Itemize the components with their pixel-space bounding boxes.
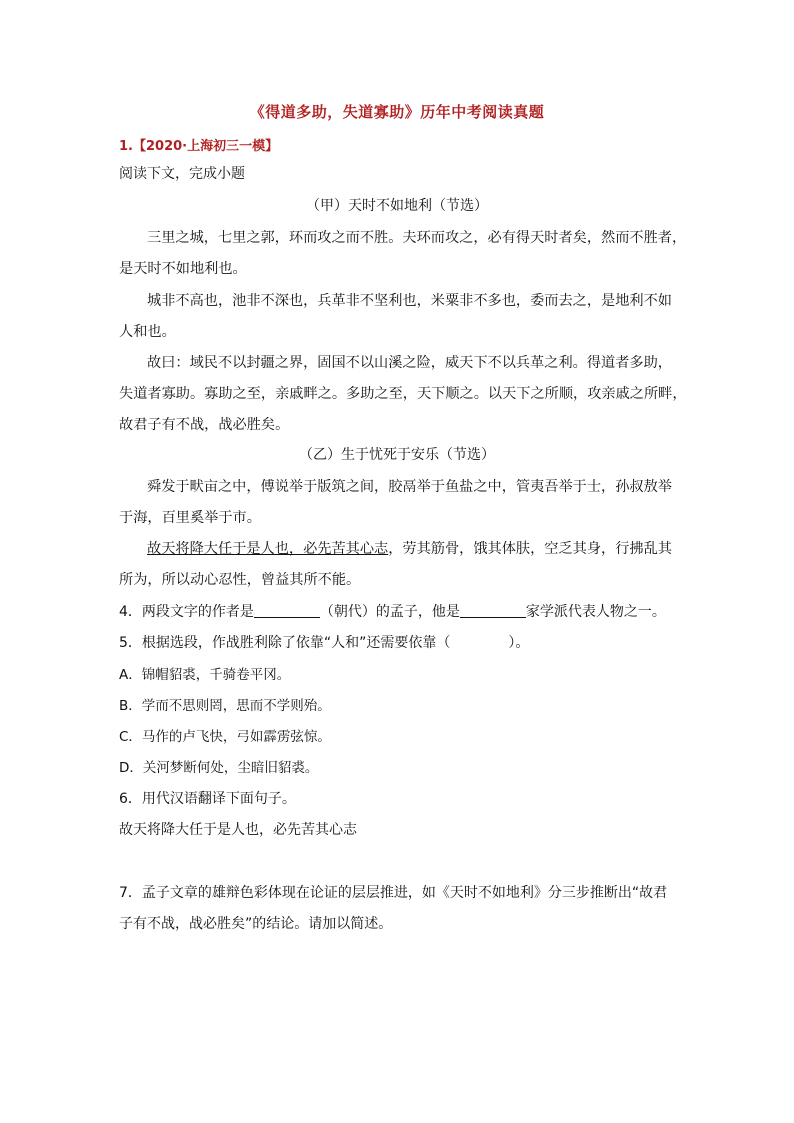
passage-a-p3-line1: 故曰：域民不以封疆之界，固国不以山溪之险，威天下不以兵革之利。得道者多助， [147, 355, 672, 371]
option-b: B．学而不思则罔，思而不学则殆。 [119, 698, 331, 714]
question-7-line2: 子有不战，战必胜矣”的结论。请加以简述。 [119, 916, 393, 932]
question-4 [119, 603, 666, 621]
question-6: 6．用代汉语翻译下面句子。 [119, 791, 296, 807]
question-5-part-b: ）。 [508, 635, 530, 651]
option-a: A．锦帽貂裘，千骑卷平冈。 [119, 667, 291, 683]
question-7-line1: 7．孟子文章的雄辩色彩体现在论证的层层推进，如《天时不如地利》分三步推断出“故君 [119, 885, 668, 901]
question-4-part-a: 4．两段文字的作者是 [119, 604, 254, 620]
passage-b-p2-line1 [147, 540, 672, 558]
school-blank[interactable] [460, 603, 526, 618]
passage-a-p3-line3: 故君子有不战，战必胜矣。 [119, 417, 290, 433]
question-heading: 1.【2020·上海初三一模】 [119, 139, 279, 154]
passage-a-heading: （甲）天时不如地利（节选） [306, 198, 488, 214]
question-4-part-c: 家学派代表人物之一。 [525, 604, 666, 620]
option-c: C．马作的卢飞快，弓如霹雳弦惊。 [119, 729, 331, 745]
question-5 [119, 634, 529, 652]
passage-b-p1-line2: 于海，百里奚举于市。 [119, 510, 261, 526]
passage-b-heading: （乙）生于忧死于安乐（节选） [299, 447, 495, 463]
dynasty-blank[interactable] [254, 603, 320, 618]
instruction-text: 阅读下文，完成小题 [119, 166, 245, 182]
passage-b-p2-rest: ，劳其筋骨，饿其体肤，空乏其身，行拂乱其 [388, 541, 672, 557]
underlined-sentence: 故天将降大任于是人也，必先苦其心志 [147, 541, 389, 557]
question-5-part-a: 5．根据选段，作战胜利除了依靠“人和”还需要依靠（ [119, 635, 451, 651]
passage-a-p1-line2: 是天时不如地利也。 [119, 261, 247, 277]
document-title: 《得道多助，失道寡助》历年中考阅读真题 [249, 103, 545, 121]
passage-a-p3-line2: 失道者寡助。寡助之至，亲戚畔之。多助之至，天下顺之。以天下之所顺，攻亲戚之所畔， [119, 386, 687, 402]
question-6-sentence: 故天将降大任于是人也，必先苦其心志 [119, 822, 357, 838]
passage-b-p1-line1: 舜发于畎亩之中，傅说举于版筑之间，胶鬲举于鱼盐之中，管夷吾举于士，孙叔敖举 [147, 479, 672, 495]
passage-a-p1-line1: 三里之城，七里之郭，环而攻之而不胜。夫环而攻之，必有得天时者矣，然而不胜者， [147, 230, 687, 246]
option-d: D．关河梦断何处，尘暗旧貂裘。 [119, 760, 319, 776]
passage-a-p2-line2: 人和也。 [119, 324, 176, 340]
passage-a-p2-line1: 城非不高也，池非不深也，兵革非不坚利也，米粟非不多也，委而去之，是地利不如 [147, 293, 672, 309]
question-4-part-b: （朝代）的孟子，他是 [319, 604, 460, 620]
passage-b-p2-line2: 所为，所以动心忍性，曾益其所不能。 [119, 572, 361, 588]
